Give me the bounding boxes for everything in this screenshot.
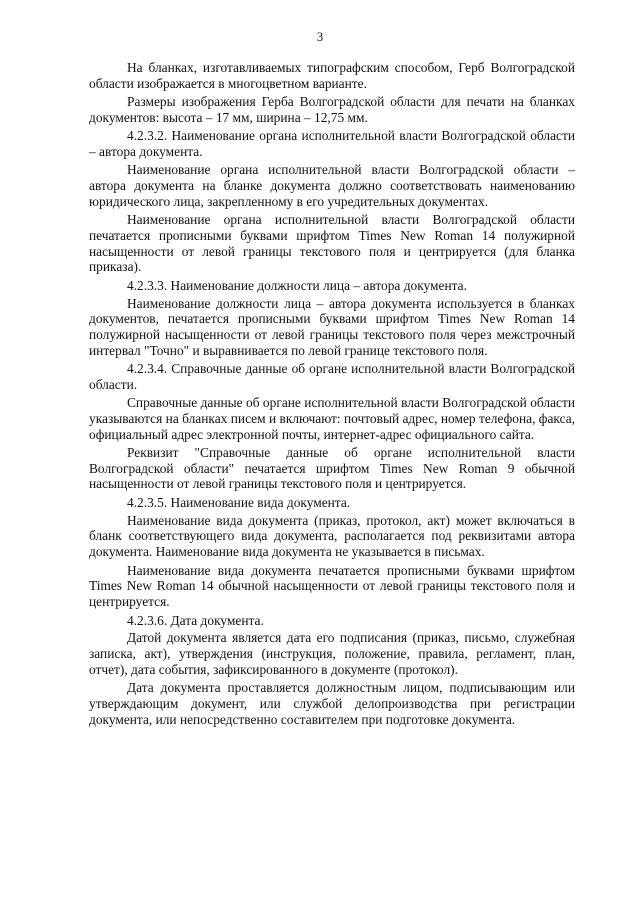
section-heading: 4.2.3.4. Справочные данные об органе исполнительной власти Волгоградской области. (89, 361, 575, 393)
section-heading: 4.2.3.6. Дата документа. (127, 612, 264, 628)
section-heading: 4.2.3.2. Наименование органа исполнительной власти Волгоградской области – автора документа. (89, 128, 575, 160)
paragraph: Наименование вида документа (приказ, протокол, акт) может включаться в бланк соответствующего вида документа, располагается под реквизитами автора документа. Наименование вида документа не указывается в письмах. (89, 512, 575, 560)
paragraph: Справочные данные об органе исполнительной власти Волгоградской области указываются на бланках писем и включают: почтовый адрес, номер телефона, факса, официальный адрес электронной почты, интернет-адрес официального сайта. (89, 394, 575, 442)
paragraph: Наименование должности лица – автора документа используется в бланках документов, печатается прописными буквами шрифтом Times New Roman 14 полужирной насыщенности от левой границы текстового поля через межстрочный интервал "Точно" и выравнивается по левой границе текстового поля. (89, 295, 575, 358)
paragraph: Реквизит "Справочные данные об органе исполнительной власти Волгоградской области" печатается шрифтом Times New Roman 9 обычной насыщенности от левой границы текстового поля и центрируется. (89, 444, 575, 492)
paragraph: Наименование органа исполнительной власти Волгоградской области печатается прописными буквами шрифтом Times New Roman 14 полужирной насыщенности от левой границы текстового поля и центрируется (для бланка приказа). (89, 211, 575, 275)
page-number: 3 (316, 30, 324, 44)
section-heading: 4.2.3.5. Наименование вида документа. (127, 494, 351, 510)
paragraph: Наименование вида документа печатается прописными буквами шрифтом Times New Roman 14 обычной насыщенности от левой границы текстового поля и центрируется. (89, 562, 575, 610)
paragraph: Размеры изображения Герба Волгоградской области для печати на бланках документов: высота – 17 мм, ширина – 12,75 мм. (89, 94, 575, 125)
paragraph: Наименование органа исполнительной власти Волгоградской области – автора документа на бланке документа должно соответствовать наименованию юридического лица, закрепленному в его учредительных документах. (89, 161, 575, 209)
document-body (89, 60, 575, 730)
paragraph: Датой документа является дата его подписания (приказ, письмо, служебная записка, акт), утверждения (инструкция, положение, правила, регламент, план, отчет), дата события, зафиксированного в документе (протокол). (89, 630, 575, 678)
section-heading: 4.2.3.3. Наименование должности лица – автора документа. (127, 277, 467, 293)
paragraph: На бланках, изготавливаемых типографским способом, Герб Волгоградской области изображается в многоцветном варианте. (89, 60, 575, 91)
paragraph: Дата документа проставляется должностным лицом, подписывающим или утверждающим документ, или службой делопроизводства при регистрации документа, или непосредственно составителем при подготовке документа. (89, 680, 575, 728)
